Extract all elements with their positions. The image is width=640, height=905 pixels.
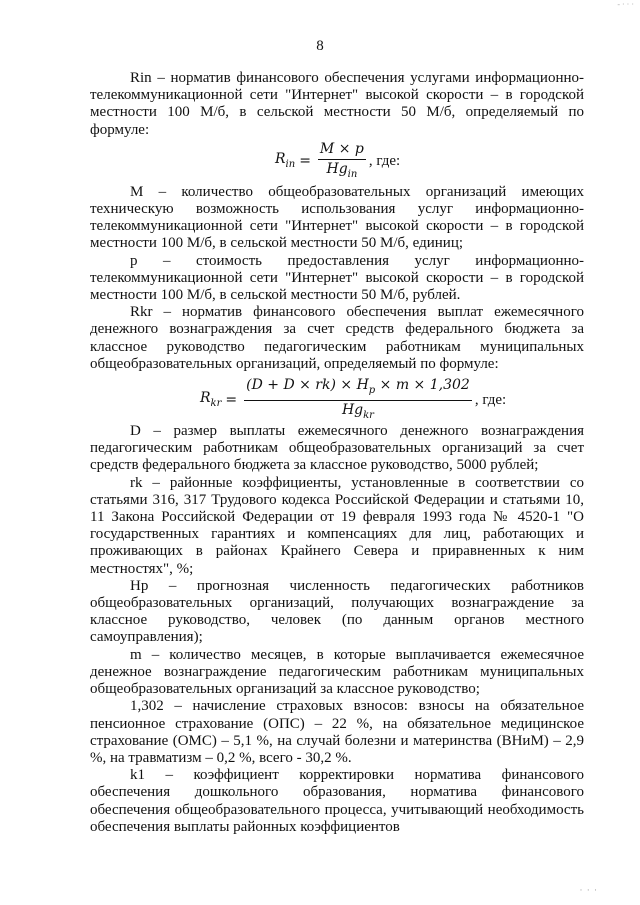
corner-mark-top: - · · · [617, 0, 634, 9]
definition-m-months: m – количество месяцев, в которые выплачивается ежемесячное денежное вознаграждение педагогическим работникам муниципальных общеобразовательных организаций за классное руководство; [90, 646, 584, 698]
formula-rin-eq: = [299, 153, 311, 170]
formula-rin-lhs: $R_{in}$ [275, 150, 296, 170]
formula-rkr-numerator: $(D + D \times rk) \times H_p \times m \times 1,302$ [244, 377, 472, 401]
definition-rin: Rin – норматив финансового обеспечения услугами информационно-телекоммуникационной сети "Интернет" высокой скорости – в городской местности 100 М/б, в сельской местности 50 М/б, определяемый по формуле: [90, 70, 584, 138]
formula-rkr-fraction [244, 377, 472, 424]
formula-rkr-denominator: $Hg_{kr}$ [341, 402, 374, 421]
definition-d-size: D – размер выплаты ежемесячного денежного вознаграждения педагогическим работникам общеобразовательных организаций за счет средств федерального бюджета за классное руководство, 5000 рублей; [90, 423, 584, 474]
formula-rin [90, 139, 584, 184]
definition-insurance: 1,302 – начисление страховых взносов: взносы на обязательное пенсионное страхование (ОПС) – 22 %, на обязательное медицинское страхование (ОМС) – 5,1 %, на случай болезни и материнства (ВНиМ) – 2,9 %, на травматизм – 0,2 %, всего - 30,2 %. [90, 698, 584, 766]
corner-mark-bottom: · · · [579, 885, 598, 895]
definition-p-cost: p – стоимость предоставления услуг информационно-телекоммуникационной сети "Интернет" высокой скорости – в городской местности 100 М/б, в сельской местности 50 М/б, рублей. [90, 252, 584, 304]
formula-rin-suffix: , где: [368, 153, 401, 170]
definition-m-count: M – количество общеобразовательных организаций имеющих техническую возможность использования услуг информационно-телекоммуникационной сети "Интернет" высокой скорости – в городской местности 100 М/б, в сельской местности 50 М/б, единиц; [90, 183, 584, 252]
formula-rin-fraction [318, 141, 366, 183]
formula-rkr [90, 373, 584, 423]
definition-rk-coef: rk – районные коэффициенты, установленные в соответствии со статьями 316, 317 Трудового кодекса Российской Федерации и статьями 10, 11 Закона Российской Федерации от 19 февраля 1993 года № 4520-1 "О государственных гарантиях и компенсациях для лиц, работающих и проживающих в районах Крайнего Севера и приравненных к ним местностях", %; [90, 474, 584, 577]
page-number: 8 [316, 38, 324, 54]
formula-rin-numerator: M × p [318, 141, 366, 160]
formula-rkr-eq: = [225, 391, 238, 408]
definition-hp: Hp – прогнозная численность педагогических работников общеобразовательных организаций, получающих вознаграждение за классное руководство, человек (по данным органов местного самоуправления); [90, 577, 584, 646]
document-body [90, 70, 584, 836]
definition-k1: k1 – коэффициент корректировки норматива финансового обеспечения дошкольного образования, норматива финансового обеспечения общеобразовательного процесса, учитывающий необходимость обеспечения выплаты районных коэффициентов [90, 767, 584, 835]
formula-rkr-suffix: , где: [474, 391, 507, 408]
formula-rin-denominator: $Hg_{in}$ [326, 161, 358, 180]
formula-rkr-lhs: $R_{kr}$ [200, 389, 222, 409]
definition-rkr: Rkr – норматив финансового обеспечения выплат ежемесячного денежного вознаграждения за счет средств федерального бюджета за классное руководство педагогическим работникам муниципальных общеобразовательных организаций, определяемый по формуле: [90, 304, 584, 372]
